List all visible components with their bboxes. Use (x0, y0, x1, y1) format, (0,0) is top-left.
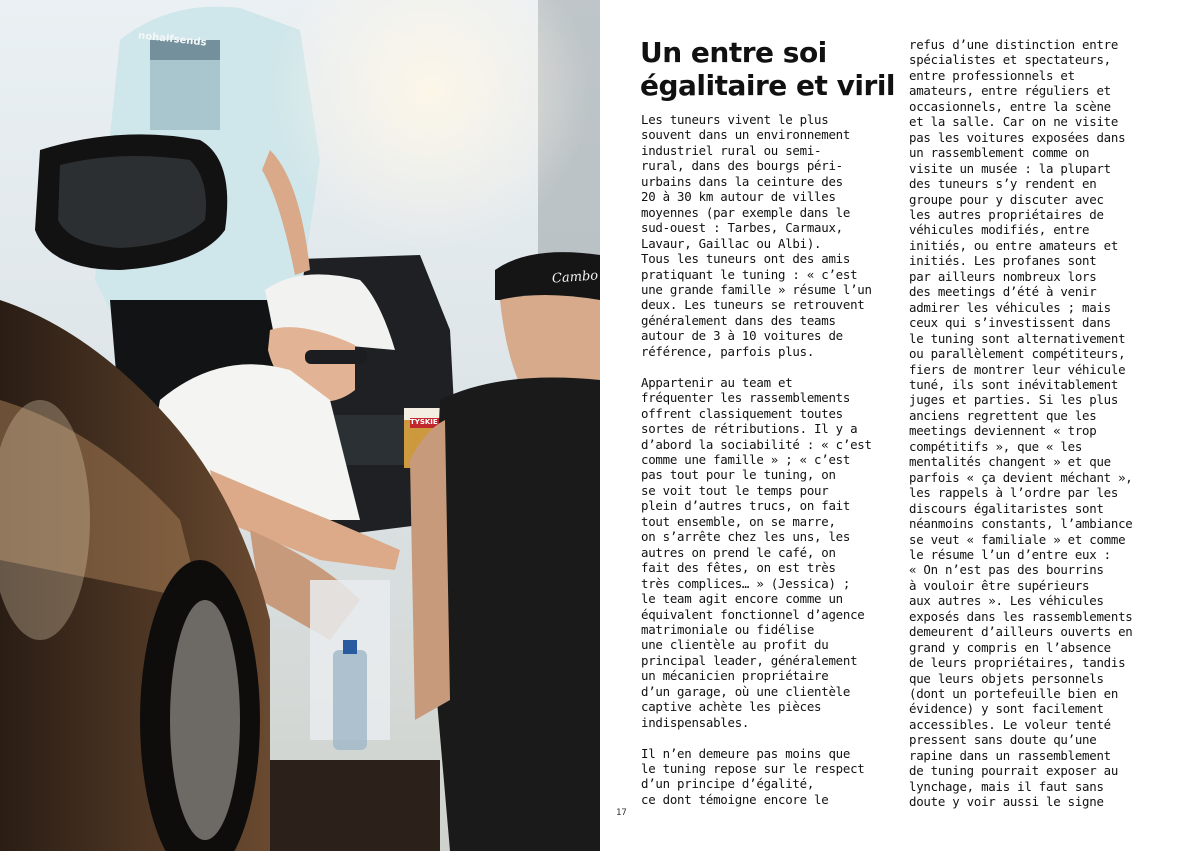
text-page (600, 0, 1200, 851)
article-heading: Un entre soi égalitaire et viril (640, 36, 896, 102)
shirt-print-text: nohalfsends (137, 30, 207, 49)
cup-print-text: TYSKIE (410, 418, 438, 426)
cap-print-text: Cambo (551, 268, 599, 287)
body-column-right: refus d’une distinction entre spécialistes et spectateurs, entre professionnels et amateurs, entre réguliers et occasionnels, entre la scène et la salle. Car on ne visite pas les voitures exposées dans un rassemblement comme on visite un musée : la plupart des tuneurs s’y rendent en groupe pour y discuter avec les autres propriétaires de véhicules modifiés, entre initiés, ou entre amateurs et initiés. Les profanes sont par ailleurs nombreux lors des meetings d’été à venir admirer les véhicules ; mais ceux qui s’investissent dans le tuning sont alternativement ou parallèlement compétiteurs, fiers de montrer leur véhicule tuné, ils sont inévitablement juges et parties. Si les plus anciens regrettent que les meetings deviennent « trop compétitifs », que « les mentalités changent » et que parfois « ça devient méchant », les rappels à l’ordre par les discours égalitaristes sont néanmoins constants, l’ambiance se veut « familiale » et comme le résume l’un d’entre eux : « On n’est pas des bourrins à vouloir être supérieurs aux autres ». Les véhicules exposés dans les rassemblements demeurent d’ailleurs ouverts en grand y compris en l’absence de leurs propriétaires, tandis que leurs objets personnels (dont un portefeuille bien en évidence) y sont facilement accessibles. Le voleur tenté pressent sans doute qu’une rapine dans un rassemblement de tuning pourrait exposer au lynchage, mais il faut sans doute y voir aussi le signe (909, 37, 1133, 810)
page-number: 17 (616, 808, 627, 818)
body-column-left: Les tuneurs vivent le plus souvent dans un environnement industriel rural ou semi- rural, dans des bourgs péri- urbains dans la ceinture des 20 à 30 km autour de villes moyennes (par exemple dans le sud-ouest : Tarbes, Carmaux, Lavaur, Gaillac ou Albi). Tous les tuneurs ont des amis pratiquant le tuning : « c’est une grande famille » résume l’un deux. Les tuneurs se retrouvent généralement dans des teams autour de 3 à 10 voitures de référence, parfois plus. Appartenir au team et fréquenter les rassemblements offrent classiquement toutes sortes de rétributions. Il y a d’abord la sociabilité : « c’est comme une famille » ; « c’est pas tout pour le tuning, on se voit tout le temps pour plein d’autres trucs, on fait tout ensemble, on se marre, on s’arrête chez les uns, les autres on prend le café, on fait des fêtes, on est très très complices… » (Jessica) ; le team agit encore comme un équivalent fonctionnel d’agence matrimoniale ou fidélise une clientèle au profit du principal leader, généralement un mécanicien propriétaire d’un garage, où une clientèle captive achète les pièces indispensables. Il n’en demeure pas moins que le tuning repose sur le respect d’un principe d’égalité, ce dont témoigne encore le (641, 112, 872, 807)
